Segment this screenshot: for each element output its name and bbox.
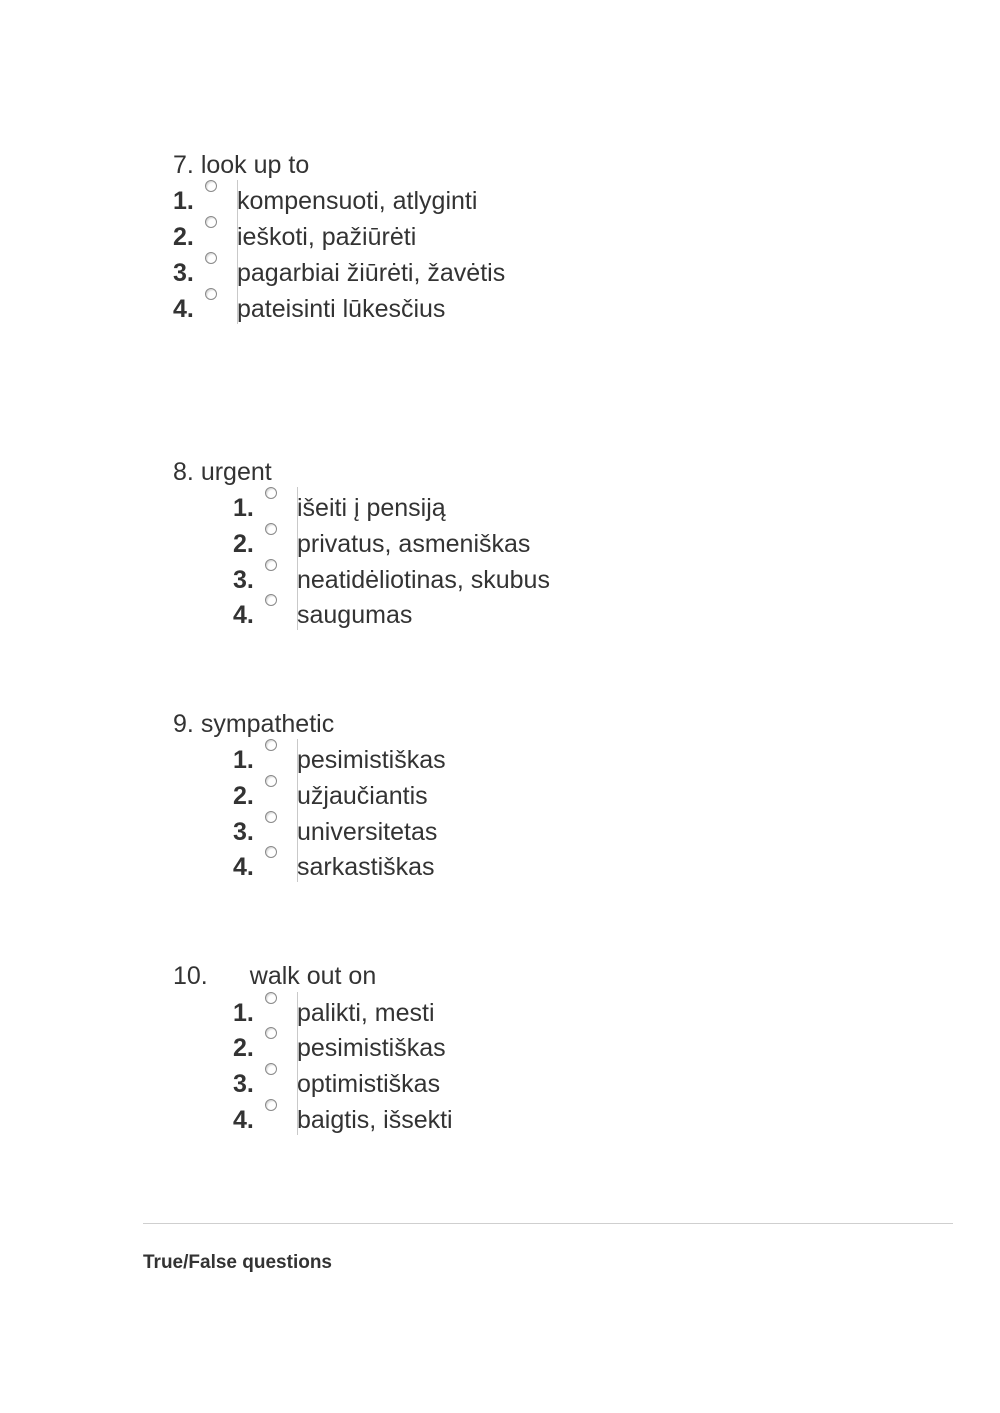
question-10-title	[173, 961, 376, 991]
radio-button-icon[interactable]	[265, 559, 277, 571]
option-number: 4.	[233, 601, 254, 629]
option-number: 2.	[173, 223, 194, 251]
section-divider	[143, 1223, 953, 1224]
option-number: 4.	[233, 1106, 254, 1134]
option-label: privatus, asmeniškas	[297, 530, 531, 558]
option-number: 3.	[233, 1070, 254, 1098]
question-number: 8.	[173, 458, 194, 486]
option-label: palikti, mesti	[297, 999, 435, 1027]
option-number: 3.	[173, 259, 194, 287]
option-number: 2.	[233, 1034, 254, 1062]
option-label: užjaučiantis	[297, 782, 428, 810]
option-label: universitetas	[297, 818, 438, 846]
question-number: 10.	[173, 962, 208, 990]
option-label: išeiti į pensiją	[297, 494, 446, 522]
radio-button-icon[interactable]	[205, 252, 217, 264]
radio-button-icon[interactable]	[265, 523, 277, 535]
option-number: 1.	[173, 187, 194, 215]
question-9-title	[173, 709, 334, 739]
option-number: 1.	[233, 999, 254, 1027]
option-label: ieškoti, pažiūrėti	[237, 223, 417, 251]
radio-button-icon[interactable]	[265, 594, 277, 606]
option-number: 2.	[233, 530, 254, 558]
question-8-title	[173, 457, 272, 487]
option-number: 1.	[233, 494, 254, 522]
radio-button-icon[interactable]	[205, 216, 217, 228]
radio-button-icon[interactable]	[265, 846, 277, 858]
radio-button-icon[interactable]	[205, 288, 217, 300]
radio-button-icon[interactable]	[265, 1099, 277, 1111]
option-label: saugumas	[297, 601, 413, 629]
question-number: 7.	[173, 151, 194, 179]
option-label: baigtis, išsekti	[297, 1106, 453, 1134]
option-label: pateisinti lūkesčius	[237, 295, 446, 323]
question-number: 9.	[173, 710, 194, 738]
radio-button-icon[interactable]	[265, 1063, 277, 1075]
question-prompt: sympathetic	[200, 710, 335, 738]
question-prompt: walk out on	[249, 962, 377, 990]
radio-button-icon[interactable]	[265, 739, 277, 751]
radio-button-icon[interactable]	[265, 992, 277, 1004]
option-number: 2.	[233, 782, 254, 810]
option-number: 1.	[233, 746, 254, 774]
option-number: 4.	[173, 295, 194, 323]
radio-button-icon[interactable]	[205, 180, 217, 192]
option-number: 3.	[233, 818, 254, 846]
option-label: sarkastiškas	[297, 853, 435, 881]
option-label: pagarbiai žiūrėti, žavėtis	[237, 259, 506, 287]
option-number: 4.	[233, 853, 254, 881]
radio-button-icon[interactable]	[265, 487, 277, 499]
option-label: kompensuoti, atlyginti	[237, 187, 478, 215]
option-label: neatidėliotinas, skubus	[297, 566, 550, 594]
radio-button-icon[interactable]	[265, 811, 277, 823]
section-title: True/False questions	[143, 1252, 332, 1273]
option-label: pesimistiškas	[297, 746, 446, 774]
question-prompt: urgent	[200, 458, 272, 486]
option-number: 3.	[233, 566, 254, 594]
option-label: pesimistiškas	[297, 1034, 446, 1062]
option-label: optimistiškas	[297, 1070, 441, 1098]
radio-button-icon[interactable]	[265, 1027, 277, 1039]
question-prompt: look up to	[200, 151, 310, 179]
radio-button-icon[interactable]	[265, 775, 277, 787]
question-7-title	[173, 150, 309, 180]
